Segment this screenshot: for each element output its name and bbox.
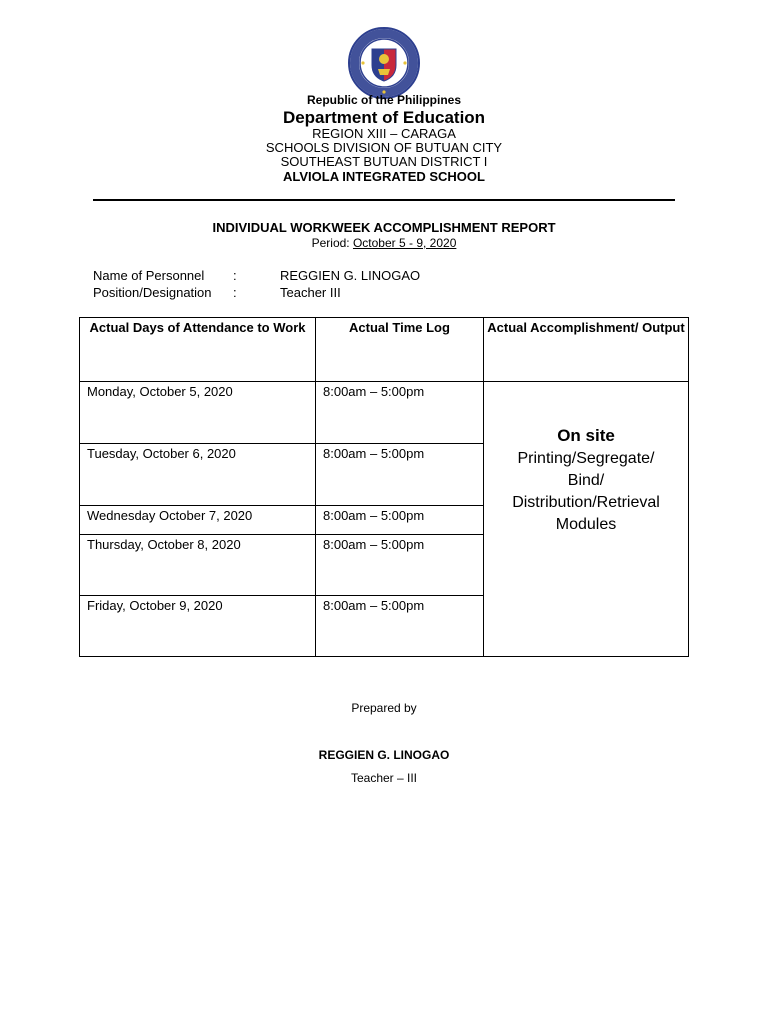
accomplishment-line: Printing/Segregate/ xyxy=(517,450,655,467)
accomplishment-line: Distribution/Retrieval xyxy=(512,494,660,511)
time-cell: 8:00am – 5:00pm xyxy=(316,535,484,596)
accomplishment-line: Bind/ xyxy=(567,472,605,489)
accomplishment-cell xyxy=(484,382,689,657)
division-line: SCHOOLS DIVISION OF BUTUAN CITY xyxy=(265,140,503,155)
department-heading: Department of Education xyxy=(282,108,486,127)
header-time-log: Actual Time Log xyxy=(316,318,484,382)
signer-position: Teacher – III xyxy=(350,771,418,785)
accomplishment-line: Modules xyxy=(555,516,617,533)
attendance-table xyxy=(79,317,689,657)
day-cell: Wednesday October 7, 2020 xyxy=(80,506,316,535)
district-line: SOUTHEAST BUTUAN DISTRICT I xyxy=(280,154,488,169)
day-cell: Thursday, October 8, 2020 xyxy=(80,535,316,596)
time-cell: 8:00am – 5:00pm xyxy=(316,596,484,657)
position-value: Teacher III xyxy=(280,285,341,300)
school-line: ALVIOLA INTEGRATED SCHOOL xyxy=(283,169,485,184)
header-accomplishment: Actual Accomplishment/ Output xyxy=(484,318,689,382)
header-days: Actual Days of Attendance to Work xyxy=(80,318,316,382)
report-period xyxy=(0,236,768,250)
name-colon: : xyxy=(233,268,237,283)
table-row xyxy=(80,382,689,444)
republic-heading: Republic of the Philippines xyxy=(306,93,461,107)
period-value: October 5 - 9, 2020 xyxy=(352,236,457,250)
time-cell: 8:00am – 5:00pm xyxy=(316,506,484,535)
table-header-row xyxy=(80,318,689,382)
report-title: INDIVIDUAL WORKWEEK ACCOMPLISHMENT REPORT xyxy=(212,220,556,235)
name-value: REGGIEN G. LINOGAO xyxy=(280,268,421,283)
day-cell: Friday, October 9, 2020 xyxy=(80,596,316,657)
time-cell: 8:00am – 5:00pm xyxy=(316,444,484,506)
position-colon: : xyxy=(233,285,237,300)
prepared-by-label: Prepared by xyxy=(351,701,417,715)
region-line: REGION XIII – CARAGA xyxy=(312,126,456,141)
name-label: Name of Personnel xyxy=(93,268,205,283)
period-label: Period: xyxy=(311,236,353,250)
signer-name: REGGIEN G. LINOGAO xyxy=(318,748,450,762)
day-cell: Monday, October 5, 2020 xyxy=(80,382,316,444)
time-cell: 8:00am – 5:00pm xyxy=(316,382,484,444)
deped-seal-logo xyxy=(348,27,420,99)
day-cell: Tuesday, October 6, 2020 xyxy=(80,444,316,506)
header-divider xyxy=(93,199,675,201)
position-label: Position/Designation xyxy=(93,285,212,300)
accomplishment-title: On site xyxy=(557,426,615,445)
